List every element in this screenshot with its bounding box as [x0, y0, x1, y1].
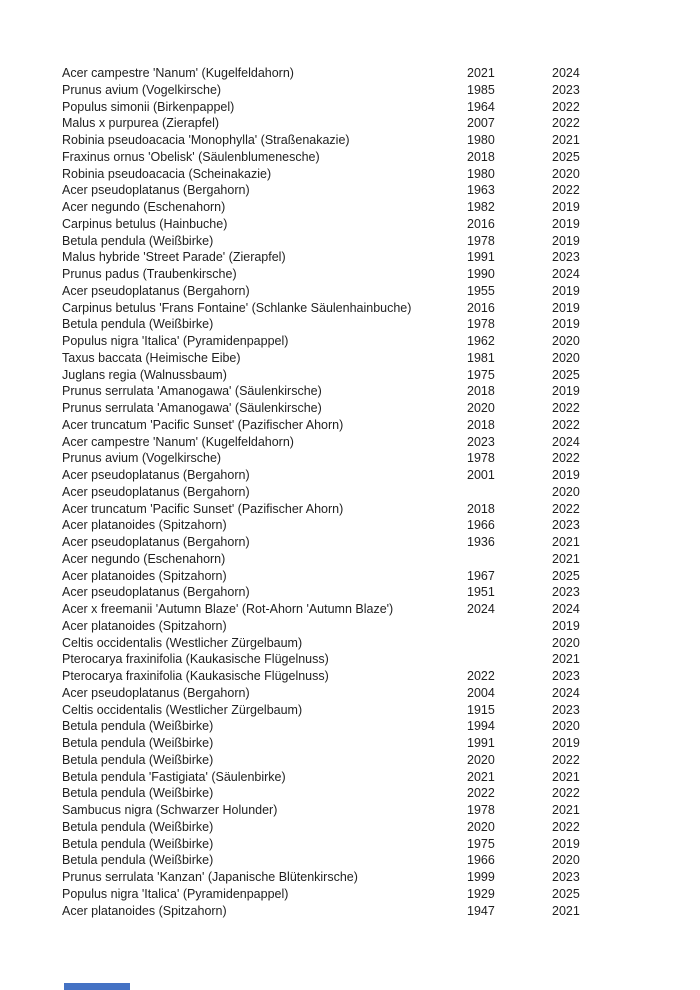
year-first: 2018	[467, 384, 495, 399]
table-row	[62, 501, 587, 518]
year-first: 2022	[467, 669, 495, 683]
year-first: 1975	[467, 836, 495, 851]
year-second: 2022	[552, 786, 580, 801]
tree-name: Carpinus betulus (Hainbuche)	[62, 216, 228, 231]
year-second: 2019	[552, 200, 580, 214]
table-row	[62, 852, 587, 869]
year-second: 2019	[552, 317, 580, 332]
year-first: 1951	[467, 585, 495, 600]
year-first: 1967	[467, 568, 495, 583]
table-row	[62, 668, 587, 685]
year-first: 1966	[467, 853, 495, 868]
bottom-blue-bar	[64, 983, 130, 990]
year-first: 2016	[467, 216, 495, 231]
year-second: 2020	[552, 853, 580, 868]
tree-name: Acer pseudoplatanus (Bergahorn)	[62, 283, 250, 298]
year-first: 2020	[467, 819, 495, 834]
year-first: 2022	[467, 786, 495, 801]
tree-name: Acer platanoides (Spitzahorn)	[62, 518, 227, 533]
tree-name: Prunus serrulata 'Amanogawa' (Säulenkirsche)	[62, 384, 322, 399]
year-first: 1947	[467, 903, 495, 918]
year-second: 2019	[552, 736, 580, 750]
tree-name: Betula pendula (Weißbirke)	[62, 786, 214, 801]
table-row	[62, 836, 587, 853]
tree-name: Prunus padus (Traubenkirsche)	[62, 267, 237, 281]
table-row	[62, 367, 587, 384]
year-second: 2022	[552, 752, 580, 767]
tree-name: Betula pendula (Weißbirke)	[62, 752, 214, 767]
table-row	[62, 149, 587, 166]
table-row	[62, 651, 587, 668]
year-first	[467, 618, 552, 635]
year-first: 1964	[467, 99, 495, 114]
table-row	[62, 484, 587, 501]
year-second: 2023	[552, 585, 580, 600]
year-first: 2020	[467, 752, 495, 767]
year-second: 2021	[552, 803, 580, 817]
year-first: 2018	[467, 149, 495, 164]
year-second: 2024	[552, 685, 580, 700]
year-second: 2025	[552, 367, 580, 382]
year-second: 2020	[552, 334, 580, 348]
year-second: 2023	[552, 82, 580, 97]
table-row	[62, 283, 587, 300]
year-second: 2025	[552, 568, 580, 583]
tree-name: Acer campestre 'Nanum' (Kugelfeldahorn)	[62, 66, 294, 80]
tree-name: Acer platanoides (Spitzahorn)	[62, 568, 227, 583]
tree-name: Acer pseudoplatanus (Bergahorn)	[62, 183, 250, 198]
year-second: 2019	[552, 283, 580, 298]
table-row	[62, 233, 587, 250]
tree-name: Prunus avium (Vogelkirsche)	[62, 451, 222, 466]
year-first: 2021	[467, 66, 495, 80]
year-second: 2022	[552, 116, 580, 131]
year-second: 2021	[552, 903, 580, 918]
year-second: 2022	[552, 501, 580, 516]
year-second: 2023	[552, 870, 580, 884]
year-first: 1982	[467, 200, 495, 214]
tree-name: Acer truncatum 'Pacific Sunset' (Pazifischer Ahorn)	[62, 501, 344, 516]
tree-name: Acer pseudoplatanus (Bergahorn)	[62, 585, 250, 600]
tree-name: Sambucus nigra (Schwarzer Holunder)	[62, 803, 278, 817]
year-second: 2020	[552, 484, 580, 499]
table-row	[62, 718, 587, 735]
table-row	[62, 300, 587, 317]
tree-name: Malus x purpurea (Zierapfel)	[62, 116, 220, 131]
table-row	[62, 65, 587, 82]
year-first: 2001	[467, 468, 495, 482]
table-row	[62, 702, 587, 719]
year-second: 2022	[552, 819, 580, 834]
tree-name: Acer pseudoplatanus (Bergahorn)	[62, 535, 250, 549]
year-second: 2021	[552, 133, 580, 147]
year-first: 2024	[467, 602, 495, 616]
table-row	[62, 115, 587, 132]
tree-name: Robinia pseudoacacia (Scheinakazie)	[62, 166, 272, 181]
table-row	[62, 383, 587, 400]
year-first: 2007	[467, 116, 495, 131]
year-second: 2023	[552, 518, 580, 533]
tree-name: Acer campestre 'Nanum' (Kugelfeldahorn)	[62, 434, 294, 449]
year-second: 2020	[552, 166, 580, 181]
tree-name: Betula pendula (Weißbirke)	[62, 736, 214, 750]
year-second: 2019	[552, 836, 580, 851]
year-first: 1990	[467, 267, 495, 281]
year-first: 1980	[467, 133, 495, 147]
tree-name: Acer negundo (Eschenahorn)	[62, 551, 226, 566]
table-row	[62, 350, 587, 367]
tree-name: Prunus serrulata 'Kanzan' (Japanische Blütenkirsche)	[62, 870, 358, 884]
table-row	[62, 199, 587, 216]
tree-name: Betula pendula (Weißbirke)	[62, 719, 214, 734]
table-row	[62, 568, 587, 585]
tree-name: Acer negundo (Eschenahorn)	[62, 200, 226, 214]
table-row	[62, 82, 587, 99]
tree-name: Acer platanoides (Spitzahorn)	[62, 618, 227, 633]
table-row	[62, 551, 587, 568]
table-row	[62, 166, 587, 183]
year-first: 1981	[467, 350, 495, 365]
tree-name: Betula pendula (Weißbirke)	[62, 836, 214, 851]
tree-name: Populus simonii (Birkenpappel)	[62, 99, 235, 114]
tree-name: Carpinus betulus 'Frans Fontaine' (Schlanke Säulenhainbuche)	[62, 300, 412, 315]
tree-name: Betula pendula 'Fastigiata' (Säulenbirke)	[62, 769, 286, 784]
year-second: 2019	[552, 233, 580, 248]
tree-name: Betula pendula (Weißbirke)	[62, 853, 214, 868]
table-row	[62, 584, 587, 601]
year-first: 1929	[467, 886, 495, 901]
table-row	[62, 685, 587, 702]
year-first: 1991	[467, 250, 495, 265]
year-second: 2019	[552, 618, 580, 633]
table-row	[62, 752, 587, 769]
year-second: 2019	[552, 300, 580, 315]
table-row	[62, 903, 587, 920]
year-first	[467, 635, 552, 652]
year-first: 1915	[467, 702, 495, 717]
tree-name: Malus hybride 'Street Parade' (Zierapfel)	[62, 250, 286, 265]
year-second: 2024	[552, 267, 580, 281]
year-second: 2022	[552, 417, 580, 432]
year-first: 1975	[467, 367, 495, 382]
year-second: 2024	[552, 434, 580, 449]
year-second: 2025	[552, 149, 580, 164]
tree-name: Celtis occidentalis (Westlicher Zürgelbaum)	[62, 635, 303, 650]
year-second: 2021	[552, 535, 580, 549]
year-first: 1991	[467, 736, 495, 750]
year-first: 1936	[467, 535, 495, 549]
table-row	[62, 450, 587, 467]
table-row	[62, 400, 587, 417]
year-first: 2018	[467, 501, 495, 516]
year-first: 2023	[467, 434, 495, 449]
year-first	[467, 651, 552, 668]
year-second: 2022	[552, 183, 580, 198]
year-second: 2025	[552, 886, 580, 901]
tree-name: Acer pseudoplatanus (Bergahorn)	[62, 685, 250, 700]
table-row	[62, 316, 587, 333]
table-row	[62, 869, 587, 886]
tree-name: Acer pseudoplatanus (Bergahorn)	[62, 468, 250, 482]
year-first	[467, 484, 552, 501]
table-row	[62, 417, 587, 434]
tree-name: Acer truncatum 'Pacific Sunset' (Pazifischer Ahorn)	[62, 417, 344, 432]
year-first: 1994	[467, 719, 495, 734]
year-second: 2022	[552, 451, 580, 466]
year-first: 1963	[467, 183, 495, 198]
table-row	[62, 601, 587, 618]
year-first: 1999	[467, 870, 495, 884]
year-second: 2019	[552, 468, 580, 482]
table-row	[62, 819, 587, 836]
table-row	[62, 735, 587, 752]
table-row	[62, 132, 587, 149]
year-second: 2021	[552, 551, 580, 566]
tree-name: Populus nigra 'Italica' (Pyramidenpappel)	[62, 334, 289, 348]
table-row	[62, 618, 587, 635]
table-row	[62, 333, 587, 350]
year-second: 2023	[552, 702, 580, 717]
table-row	[62, 249, 587, 266]
table-row	[62, 886, 587, 903]
year-second: 2019	[552, 216, 580, 231]
tree-name: Prunus avium (Vogelkirsche)	[62, 82, 222, 97]
table-row	[62, 467, 587, 484]
year-second: 2020	[552, 350, 580, 365]
year-first: 1985	[467, 82, 495, 97]
table-row	[62, 635, 587, 652]
year-first: 1978	[467, 233, 495, 248]
year-second: 2021	[552, 769, 580, 784]
year-first: 2016	[467, 300, 495, 315]
year-first: 2004	[467, 685, 495, 700]
table-row	[62, 434, 587, 451]
year-first: 1955	[467, 283, 495, 298]
tree-table	[62, 65, 587, 919]
year-second: 2024	[552, 66, 580, 80]
year-second: 2021	[552, 652, 580, 667]
tree-name: Betula pendula (Weißbirke)	[62, 819, 214, 834]
year-second: 2022	[552, 401, 580, 415]
year-second: 2020	[552, 635, 580, 650]
tree-name: Acer pseudoplatanus (Bergahorn)	[62, 484, 250, 499]
table-row	[62, 785, 587, 802]
tree-name: Betula pendula (Weißbirke)	[62, 233, 214, 248]
tree-name: Betula pendula (Weißbirke)	[62, 317, 214, 332]
table-row	[62, 534, 587, 551]
tree-name: Populus nigra 'Italica' (Pyramidenpappel)	[62, 886, 289, 901]
table-row	[62, 216, 587, 233]
tree-name: Taxus baccata (Heimische Eibe)	[62, 350, 241, 365]
tree-name: Fraxinus ornus 'Obelisk' (Säulenblumenesche)	[62, 149, 320, 164]
table-row	[62, 769, 587, 786]
table-row	[62, 266, 587, 283]
table-row	[62, 182, 587, 199]
table-row	[62, 99, 587, 116]
table-row	[62, 802, 587, 819]
year-first: 1980	[467, 166, 495, 181]
tree-name: Acer x freemanii 'Autumn Blaze' (Rot-Ahorn 'Autumn Blaze')	[62, 602, 394, 616]
year-first	[467, 551, 552, 568]
year-first: 1978	[467, 317, 495, 332]
tree-name: Acer platanoides (Spitzahorn)	[62, 903, 227, 918]
year-first: 1978	[467, 803, 495, 817]
year-first: 2020	[467, 401, 495, 415]
year-second: 2019	[552, 384, 580, 399]
year-second: 2022	[552, 99, 580, 114]
year-first: 1978	[467, 451, 495, 466]
table-row	[62, 517, 587, 534]
year-first: 2021	[467, 769, 495, 784]
year-first: 1962	[467, 334, 495, 348]
tree-name: Pterocarya fraxinifolia (Kaukasische Flügelnuss)	[62, 652, 329, 667]
year-second: 2023	[552, 669, 580, 683]
tree-name: Robinia pseudoacacia 'Monophylla' (Straßenakazie)	[62, 133, 350, 147]
year-first: 1966	[467, 518, 495, 533]
year-second: 2023	[552, 250, 580, 265]
tree-name: Juglans regia (Walnussbaum)	[62, 367, 227, 382]
tree-name: Prunus serrulata 'Amanogawa' (Säulenkirsche)	[62, 401, 322, 415]
year-second: 2024	[552, 602, 580, 616]
year-first: 2018	[467, 417, 495, 432]
tree-name: Pterocarya fraxinifolia (Kaukasische Flügelnuss)	[62, 669, 329, 683]
year-second: 2020	[552, 719, 580, 734]
tree-name: Celtis occidentalis (Westlicher Zürgelbaum)	[62, 702, 303, 717]
